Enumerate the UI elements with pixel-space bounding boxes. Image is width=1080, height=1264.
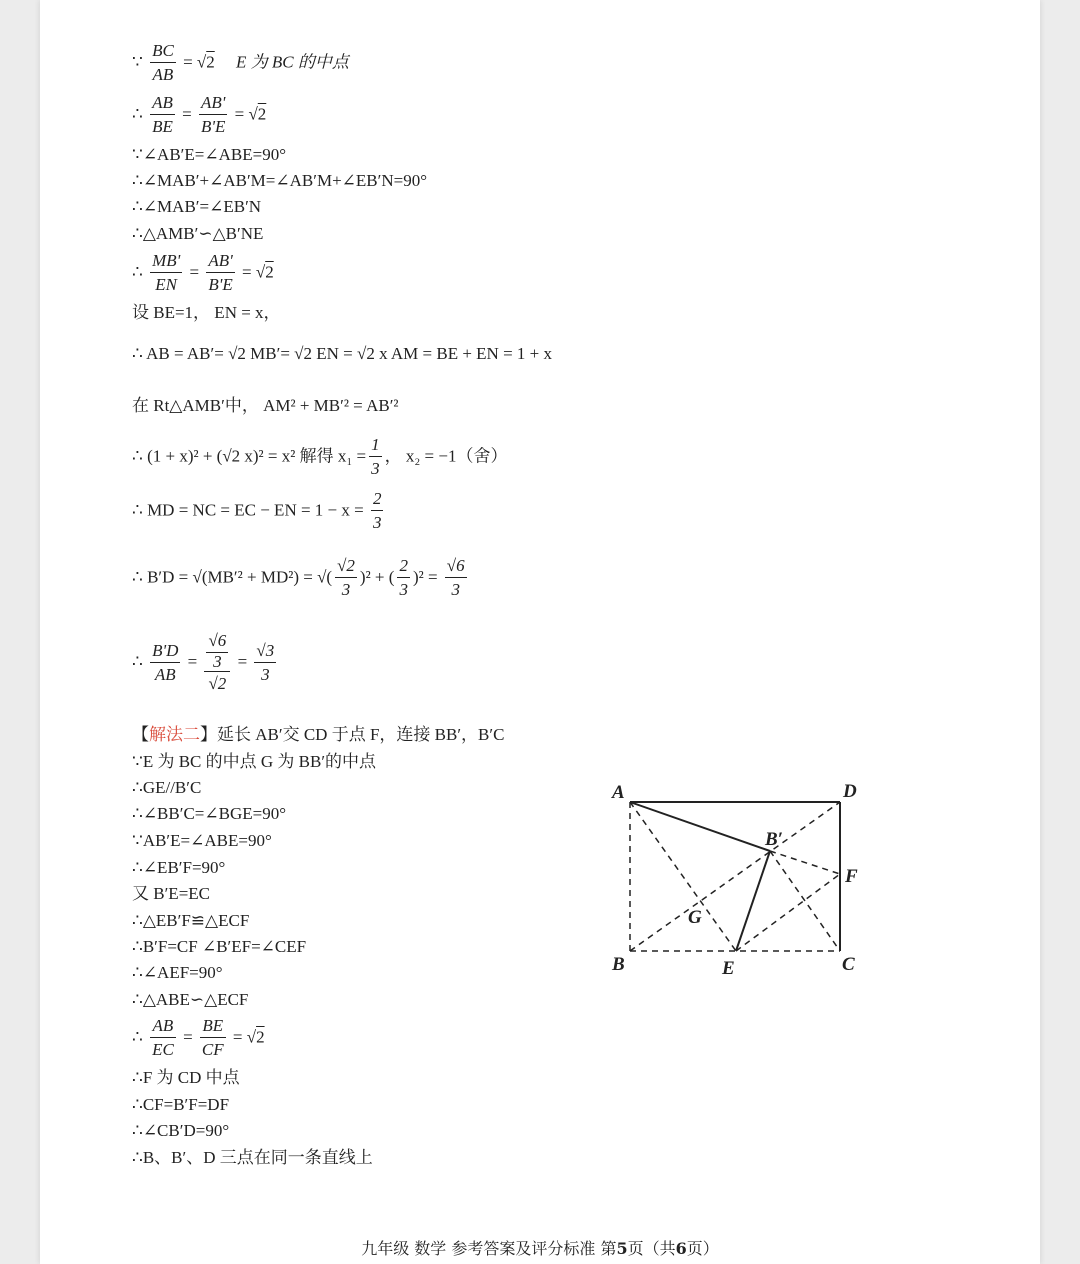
midpoint-note: E 为 BC 的中点 bbox=[235, 52, 349, 72]
s2-line-10: ∴△ABE∽△ECF bbox=[132, 990, 249, 1009]
eq-bc-over-ab: ∵ $\frac{BC}{AB}$ = √2 E 为 BC 的中点 bbox=[132, 41, 349, 84]
segment-b-prime-e bbox=[736, 851, 770, 951]
s2-line-9: ∴∠AEF=90° bbox=[132, 963, 223, 982]
s2-tail-3: ∴∠CB′D=90° bbox=[132, 1121, 230, 1140]
eq-ab-ec: ∴ $\frac{AB}{EC}$ = $\frac{BE}{CF}$ = √2 bbox=[132, 1016, 265, 1059]
eq-ab-be: ∴ $\frac{AB}{BE}$ = $\frac{AB'}{B'E}$ = √2 bbox=[132, 93, 267, 136]
step-similar: ∴△AMB′∽△B′NE bbox=[132, 224, 264, 243]
step-solve-x: ∴ (1 + x)² + (√2 x)² = x² 解得 x₁ = $\frac{1}{3}$ ， x₂ = −1（舍） bbox=[132, 435, 508, 478]
label-b-prime: B′ bbox=[765, 829, 784, 850]
eq-mb-en: ∴ $\frac{MB'}{EN}$ = $\frac{AB'}{B'E}$ = √2 bbox=[132, 251, 274, 294]
page-footer: 九年级 数学 参考答案及评分标准 第5页（共6页） bbox=[361, 1239, 719, 1258]
step-pythagoras: 在 Rt△AMB′中， AM² + MB′² = AB′² bbox=[132, 396, 399, 415]
segment-ef bbox=[736, 874, 840, 951]
label-f: F bbox=[845, 866, 858, 887]
label-e: E bbox=[722, 958, 735, 979]
label-b: B bbox=[612, 954, 625, 975]
segment-b-prime-c bbox=[770, 851, 840, 951]
s2-line-4: ∵AB′E=∠ABE=90° bbox=[132, 831, 272, 850]
step-angle-mab: ∴∠MAB′=∠EB′N bbox=[132, 197, 262, 216]
s2-tail-1: ∴F 为 CD 中点 bbox=[132, 1068, 240, 1087]
step-md: ∴ MD = NC = EC − EN = 1 − x = $\frac{2}{3}$ bbox=[132, 489, 382, 532]
segment-ae bbox=[630, 802, 736, 951]
s2-line-5: ∴∠EB′F=90° bbox=[132, 858, 226, 877]
step-ab-values: ∴ AB = AB′= √2 MB′= √2 EN = √2 x AM = BE + EN = 1 + x bbox=[132, 344, 553, 363]
label-a: A bbox=[612, 782, 625, 803]
step-angle-equal: ∵∠AB′E=∠ABE=90° bbox=[132, 145, 286, 164]
s2-line-2: ∴GE//B′C bbox=[132, 778, 202, 797]
s2-line-8: ∴B′F=CF ∠B′EF=∠CEF bbox=[132, 937, 307, 956]
solution-two-label: 解法二 bbox=[149, 725, 200, 744]
geometry-diagram bbox=[600, 778, 880, 988]
s2-line-7: ∴△EB′F≌△ECF bbox=[132, 911, 250, 930]
label-g: G bbox=[688, 907, 702, 928]
s2-tail-4: ∴B、B′、D 三点在同一条直线上 bbox=[132, 1148, 373, 1167]
step-angle-sum: ∴∠MAB′+∠AB′M=∠AB′M+∠EB′N=90° bbox=[132, 171, 428, 190]
diagonal-bd bbox=[630, 802, 840, 951]
s2-tail-2: ∴CF=B′F=DF bbox=[132, 1095, 230, 1114]
segment-ab-prime bbox=[630, 802, 770, 851]
step-bd: ∴ B′D = √(MB′² + MD²) = √( $\frac{√2}{3}$ )² + ( $\frac{2}{3}$ )² = $\frac{√6}{3}$ bbox=[132, 556, 465, 599]
label-c: C bbox=[842, 954, 855, 975]
s2-line-3: ∴∠BB′C=∠BGE=90° bbox=[132, 804, 287, 823]
step-ratio-bd-ab: ∴ $\frac{B'D}{AB}$ = $\frac{\frac{√6}{3}}{√2}$ = $\frac{√3}{3}$ bbox=[132, 631, 275, 693]
segment-b-prime-f bbox=[770, 851, 840, 874]
step-let-be: 设 BE=1， EN = x， bbox=[132, 303, 281, 322]
s2-line-6: 又 B′E=EC bbox=[132, 884, 211, 903]
s2-line-1: ∵E 为 BC 的中点 G 为 BB′的中点 bbox=[132, 752, 377, 771]
solution-two-heading: 【解法二】延长 AB′交 CD 于点 F，连接 BB′，B′C bbox=[132, 725, 505, 744]
label-d: D bbox=[843, 781, 857, 802]
